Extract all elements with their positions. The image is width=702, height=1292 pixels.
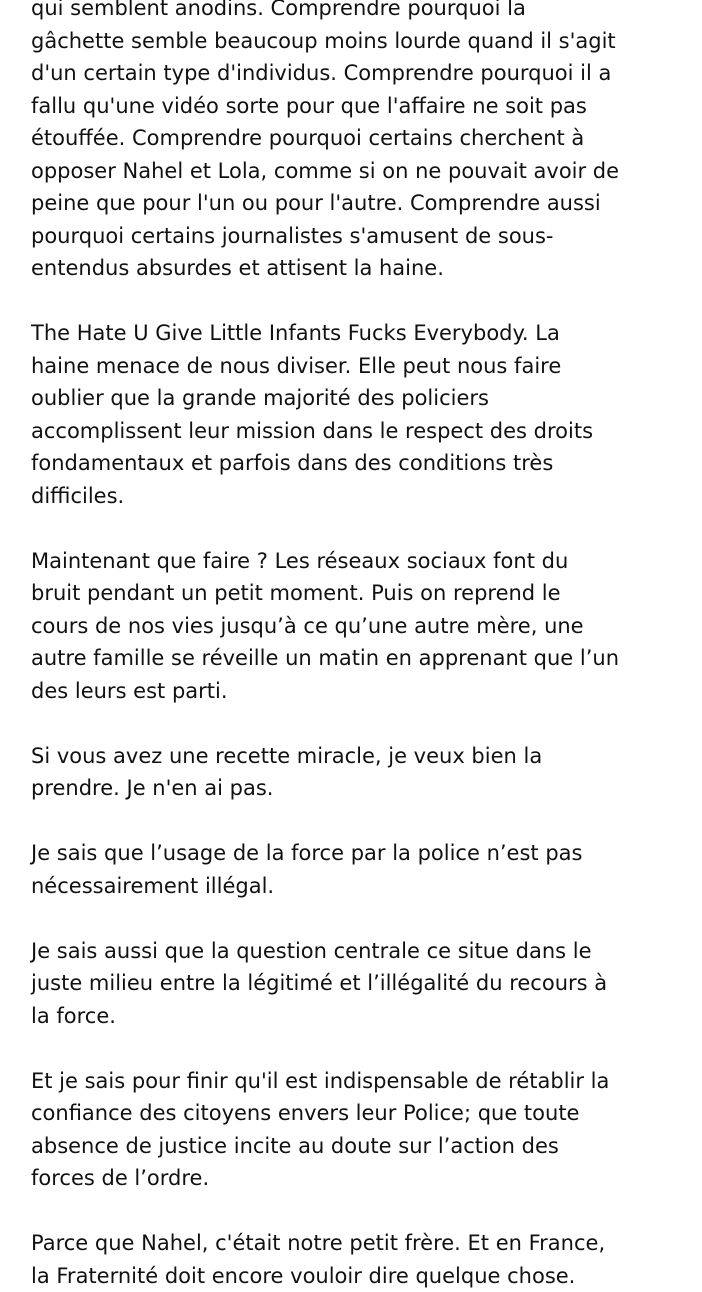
paragraph — [31, 545, 643, 708]
text-line: autre famille se réveille un matin en apprenant que l’un — [31, 642, 643, 675]
text-line: nécessairement illégal. — [31, 870, 643, 903]
text-line: bruit pendant un petit moment. Puis on reprend le — [31, 577, 643, 610]
text-line: Si vous avez une recette miracle, je veux bien la — [31, 740, 643, 773]
text-line: Et je sais pour finir qu'il est indispensable de rétablir la — [31, 1065, 643, 1098]
text-line: absence de justice incite au doute sur l’action des — [31, 1130, 643, 1163]
text-line: difficiles. — [31, 480, 643, 513]
text-line: des leurs est parti. — [31, 675, 643, 708]
text-line: confiance des citoyens envers leur Police; que toute — [31, 1097, 643, 1130]
paragraph — [31, 1065, 643, 1195]
text-line: accomplissent leur mission dans le respect des droits — [31, 415, 643, 448]
text-line: étouffée. Comprendre pourquoi certains cherchent à — [31, 122, 643, 155]
text-line: Je sais aussi que la question centrale ce situe dans le — [31, 935, 643, 968]
text-line: peine que pour l'un ou pour l'autre. Comprendre aussi — [31, 187, 643, 220]
text-line: haine menace de nous diviser. Elle peut nous faire — [31, 350, 643, 383]
text-line: qui semblent anodins. Comprendre pourquoi la — [31, 0, 643, 25]
text-line: Je sais que l’usage de la force par la police n’est pas — [31, 837, 643, 870]
paragraph — [31, 837, 643, 902]
text-line: prendre. Je n'en ai pas. — [31, 772, 643, 805]
text-line: Parce que Nahel, c'était notre petit frère. Et en France, — [31, 1227, 643, 1260]
paragraph — [31, 1227, 643, 1292]
text-line: forces de l’ordre. — [31, 1162, 643, 1195]
text-line: gâchette semble beaucoup moins lourde quand il s'agit — [31, 25, 643, 58]
text-line: d'un certain type d'individus. Comprendre pourquoi il a — [31, 57, 643, 90]
text-line: Maintenant que faire ? Les réseaux sociaux font du — [31, 545, 643, 578]
paragraph — [31, 317, 643, 512]
note-body — [31, 0, 643, 1292]
text-line: entendus absurdes et attisent la haine. — [31, 252, 643, 285]
paragraph — [31, 740, 643, 805]
paragraph — [31, 935, 643, 1033]
text-line: The Hate U Give Little Infants Fucks Everybody. La — [31, 317, 643, 350]
text-line: fondamentaux et parfois dans des conditions très — [31, 447, 643, 480]
text-line: juste milieu entre la légitimé et l’illégalité du recours à — [31, 967, 643, 1000]
text-line: pourquoi certains journalistes s'amusent de sous- — [31, 220, 643, 253]
text-line: opposer Nahel et Lola, comme si on ne pouvait avoir de — [31, 155, 643, 188]
text-line: fallu qu'une vidéo sorte pour que l'affaire ne soit pas — [31, 90, 643, 123]
text-line: la force. — [31, 1000, 643, 1033]
text-line: la Fraternité doit encore vouloir dire quelque chose. — [31, 1260, 643, 1292]
text-line: cours de nos vies jusqu’à ce qu’une autre mère, une — [31, 610, 643, 643]
text-line: oublier que la grande majorité des policiers — [31, 382, 643, 415]
paragraph — [31, 0, 643, 285]
